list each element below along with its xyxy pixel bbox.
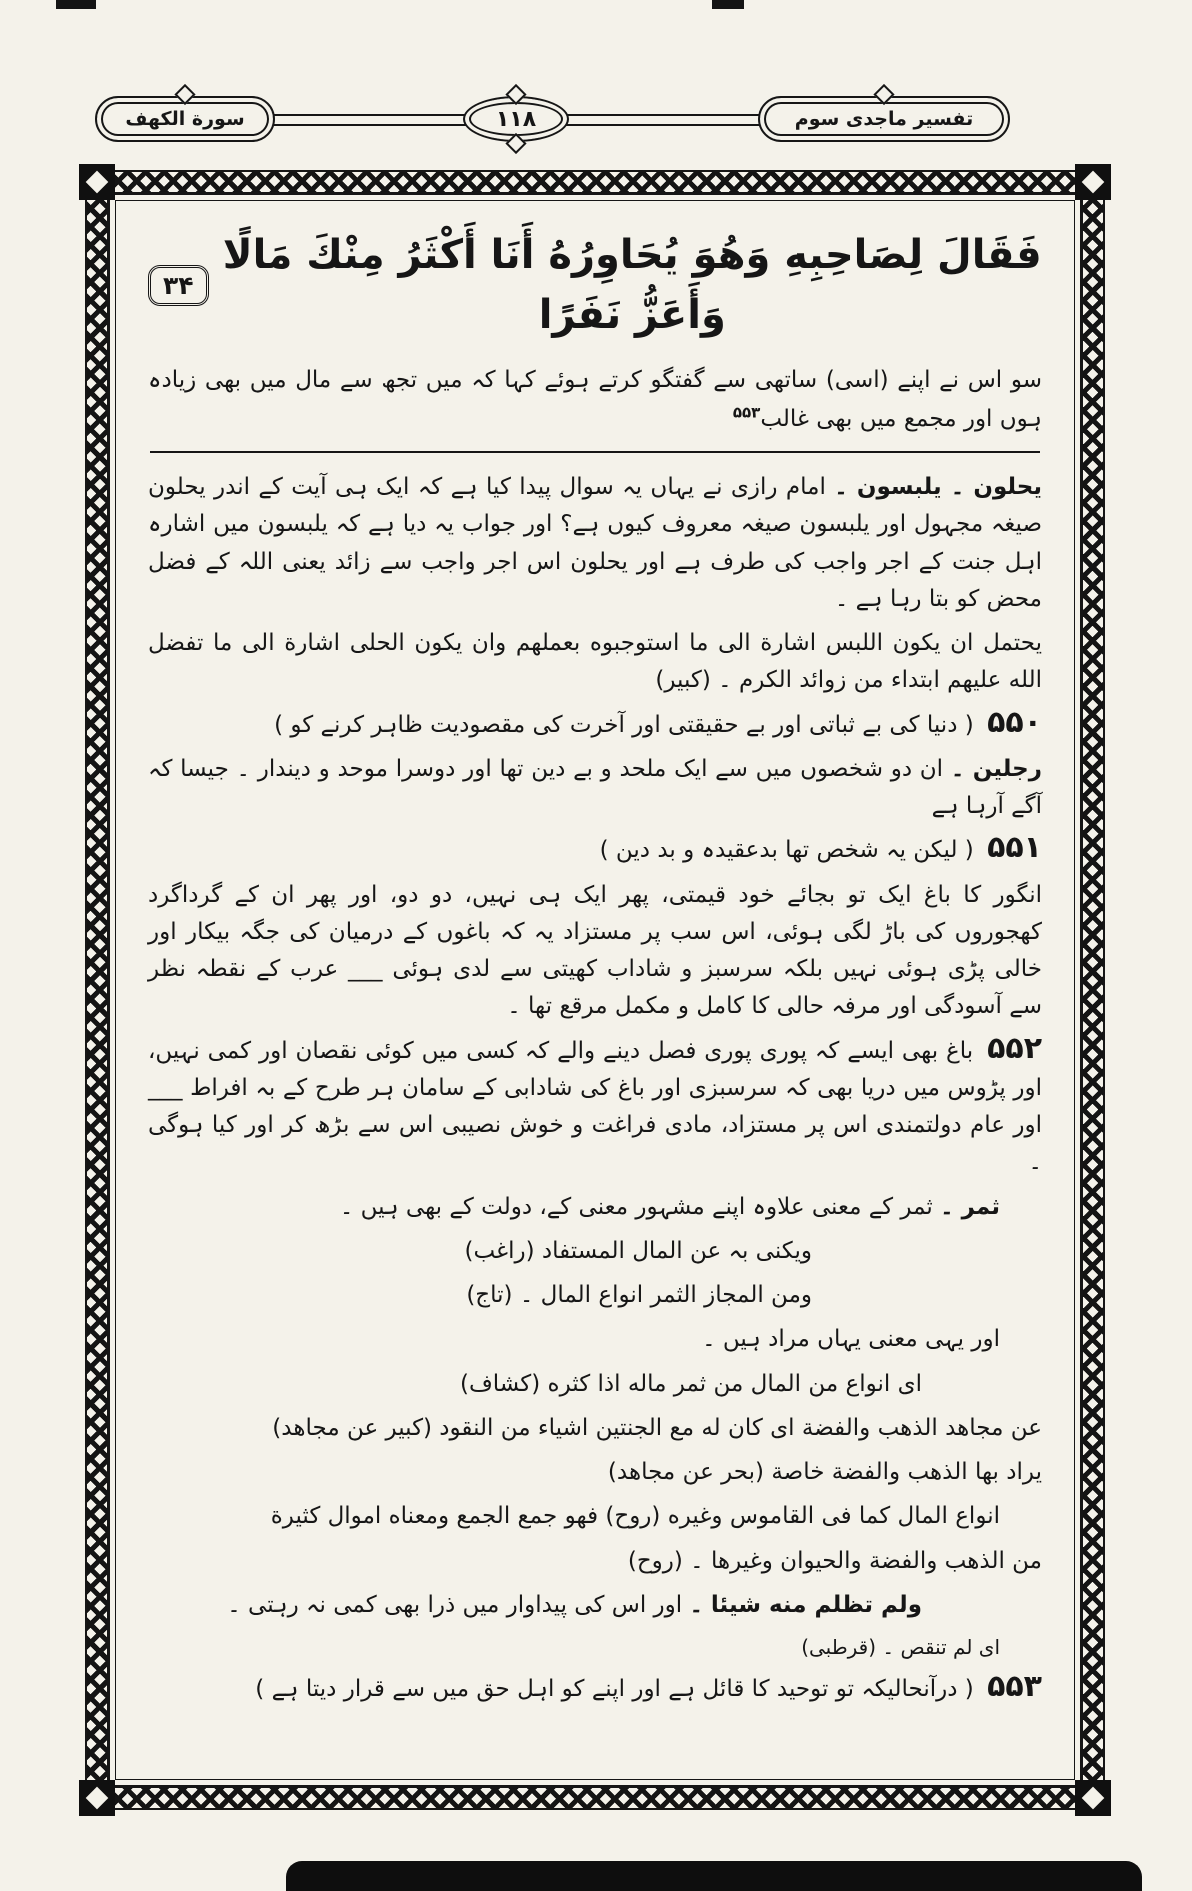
footnote-number: ۵۵۳ [987, 1668, 1042, 1704]
arabic-quote: یحتمل ان یکون اللبس اشارة الی ما استوجبوه بعملهم وان یکون الحلی اشارة الی ما تفضل الله علیهم ابتداء من زوائد الکرم ۔ (کبیر) [148, 630, 1042, 694]
corner-ornament-icon [79, 164, 115, 200]
footnote-paragraph: ۵۵۲ باغ بھی ایسے کہ پوری پوری فصل دینے والے کہ کسی میں کوئی نقصان اور کمی نہیں، اور پڑوس میں دریا بھی کہ سرسبزی اور باغ کی شادابی کے سامان ہر طرح کے بہ افراط ___ اور عام دولتمندی اس پر مستزاد، مادی فراغت و خوش نصیبی اس سے بڑھ کر اور کیا ہوگی ۔ [148, 1030, 1043, 1176]
corner-ornament-icon [1075, 1780, 1111, 1816]
footnote-marker: ۵۵۳ [732, 403, 761, 422]
arabic-quote: یراد بها الذهب والفضة خاصة (بحر عن مجاهد) [607, 1459, 1042, 1486]
commentary-body [148, 225, 1042, 1763]
arabic-quote: ویکنی بہ عن المال المستفاد (راغب) [464, 1237, 812, 1264]
header-book-title-cartouche [758, 96, 1010, 142]
surah-title: سورة الكهف [125, 108, 245, 130]
ornament-finial-icon [873, 84, 894, 105]
arabic-quote: ای لم تنقص ۔ (قرطبی) [801, 1635, 1000, 1660]
verse-number: ۳۴ [148, 265, 209, 306]
ornament-finial-icon [505, 84, 526, 105]
commentary-paragraph: یحلون ۔ یلبسون ۔ امام رازی نے یہاں یہ سوال پیدا کیا ہے کہ ایک ہی آیت کے اندر یحلون صیغہ مجہول اور یلبسون صیغہ معروف کیوں ہے؟ اور جواب یہ دیا ہے کہ یلبسون میں اشارہ اہل جنت کے اجر واجب کی طرف ہے اور یحلون اس اجر واجب سے زائد یعنی اللہ کے فضل محض کو بتا رہا ہے ۔ [148, 474, 1043, 612]
arabic-quote: ومن المجاز الثمر انواع المال ۔ (تاج) [466, 1282, 812, 1309]
footnote-number: ۵۵۲ [987, 1030, 1043, 1066]
commentary-paragraph: رجلین ۔ ان دو شخصوں میں سے ایک ملحد و بے دین تھا اور دوسرا موحد و دیندار ۔ جیسا کہ آگے آرہا ہے [148, 755, 1043, 820]
header-surah-title-cartouche [95, 96, 275, 142]
verse-text: فَقَالَ لِصَاحِبِهِ وَهُوَ يُحَاوِرُهُ أَنَا أَكْثَرُ مِنْكَ مَالًا وَأَعَزُّ نَفَرًا [222, 232, 1042, 338]
commentary-paragraph: ثمر ۔ ثمر کے معنی علاوہ اپنے مشہور معنی کے، دولت کے بھی ہیں ۔ [339, 1193, 1000, 1220]
arabic-quote: من الذهب والفضة والحیوان وغیرها ۔ (روح) [627, 1547, 1042, 1574]
commentary-paragraph: اور یہی معنی یہاں مراد ہیں ۔ [702, 1326, 1000, 1353]
verse-translation [148, 361, 1042, 439]
header-page-number-medallion [463, 96, 569, 142]
corner-ornament-icon [1075, 164, 1111, 200]
page-number: ۱۱۸ [495, 106, 537, 132]
corner-ornament-icon [79, 1780, 115, 1816]
arabic-quote: عن مجاهد الذهب والفضة ای کان له مع الجنتین اشیاء من النقود (کبیر عن مجاهد) [272, 1414, 1042, 1441]
ornament-finial-icon [174, 84, 195, 105]
arabic-quote: انواع المال کما فی القاموس وغیره (روح) فهو جمع الجمع ومعناه اموال کثیرة [270, 1503, 1000, 1530]
arabic-quote: ای انواع من المال من ثمر ماله اذا کثره (کشاف) [459, 1370, 922, 1397]
commentary-paragraph: ولم تظلم منه شیئا ۔ اور اس کی پیداوار میں ذرا بھی کمی نہ رہتی ۔ [227, 1591, 922, 1618]
commentary-paragraph: انگور کا باغ ایک تو بجائے خود قیمتی، پھر ایک ہی نہیں، دو دو، اور پھر ان کے گرداگرد کھجوروں کی باڑ لگی ہوئی، اس سب پر مستزاد یہ کہ باغوں کے درمیان کی جگہ بیکار اور خالی پڑی ہوئی نہیں بلکہ سرسبز و شاداب کھیتی سے لدی ہوئی ___ عرب کے نقطہ نظر سے آسودگی اور مرفہ حالی کا کامل و مکمل مرقع تھا ۔ [148, 881, 1042, 1020]
ornamental-frame [85, 170, 1105, 1810]
footnote-number: ۵۵۰ [987, 704, 1042, 740]
footnote-paragraph: ۵۵۰ ( دنیا کی بے ثباتی اور بے حقیقتی اور آخرت کی مقصودیت ظاہر کرنے کو ) [274, 704, 1042, 740]
footnote-paragraph: ۵۵۱ ( لیکن یہ شخص تھا بدعقیدہ و بد دین ) [599, 830, 1042, 866]
divider-rule [150, 451, 1040, 453]
text-block [107, 192, 1083, 1788]
translation-text: سو اس نے اپنے (اسی) ساتھی سے گفتگو کرتے ہوئے کہا کہ میں تجھ سے مال میں بھی زیادہ ہوں اور مجمع میں بھی غالب [148, 367, 1042, 433]
page-header [95, 90, 1010, 156]
ornament-finial-icon [505, 133, 526, 154]
scan-artifact [712, 0, 744, 9]
scan-artifact [56, 0, 96, 9]
footnote-number: ۵۵۱ [987, 830, 1042, 866]
book-title: تفسير ماجدى سوم [794, 108, 974, 130]
scan-artifact [286, 1861, 1142, 1891]
footnote-paragraph: ۵۵۳ ( درآنحالیکہ تو توحید کا قائل ہے اور اپنے کو اہل حق میں سے قرار دیتا ہے ) [255, 1668, 1042, 1704]
quran-verse [148, 225, 1042, 345]
